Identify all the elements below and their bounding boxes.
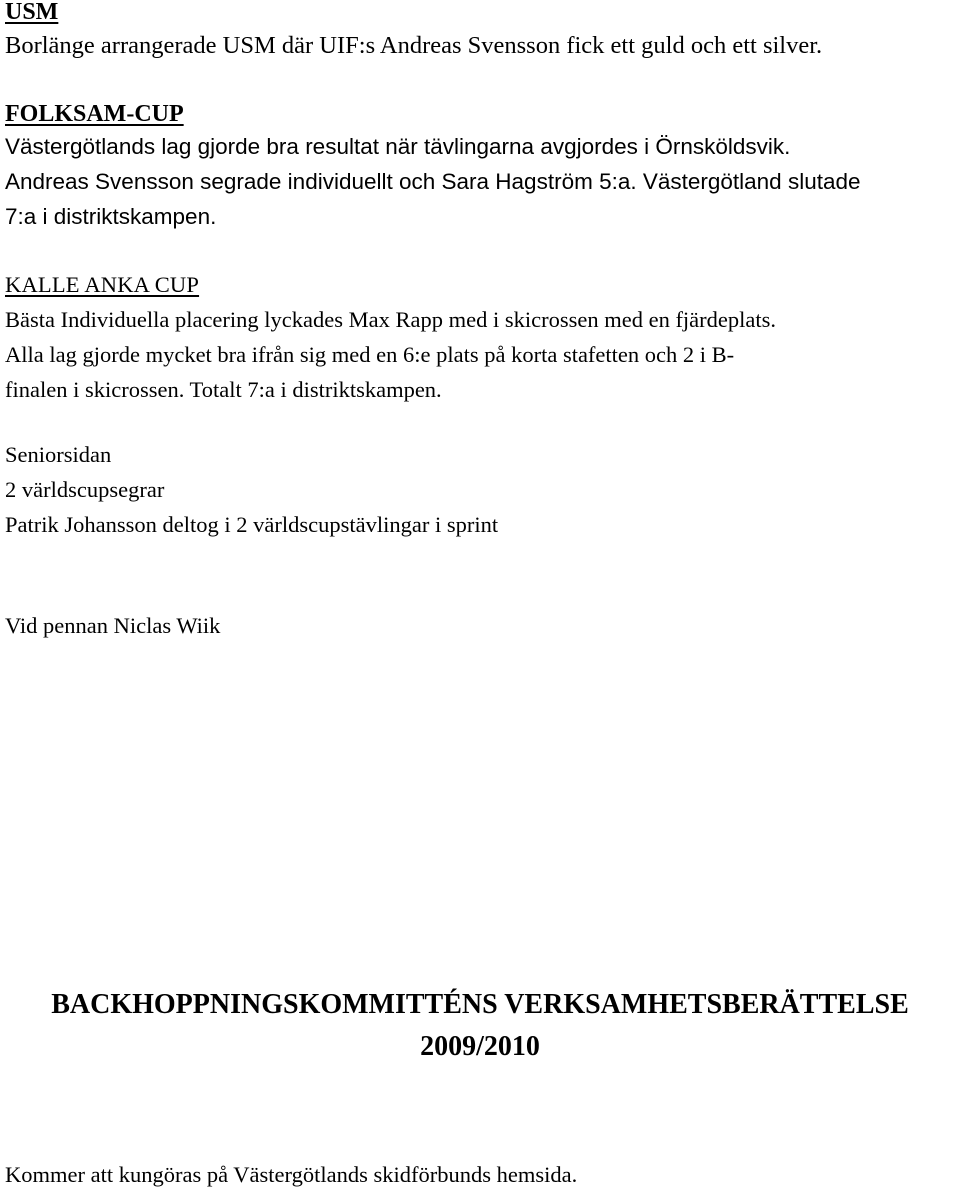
backhoppning-year: 2009/2010: [420, 1031, 540, 1062]
folksam-line: Västergötlands lag gjorde bra resultat när tävlingarna avgjordes i Örnsköldsvik.: [5, 134, 791, 159]
kalle-anka-line: Alla lag gjorde mycket bra ifrån sig med en 6:e plats på korta stafetten och 2 i B-: [5, 342, 735, 367]
kalle-anka-line: Bästa Individuella placering lyckades Max Rapp med i skicrossen med en fjärdeplats.: [5, 307, 777, 332]
senior-section: [5, 437, 952, 542]
senior-line: Patrik Johansson deltog i 2 världscupstävlingar i sprint: [5, 512, 499, 537]
kalle-anka-heading: KALLE ANKA CUP: [5, 272, 200, 297]
folksam-line: Andreas Svensson segrade individuellt och Sara Hagström 5:a. Västergötland slutade: [5, 169, 861, 194]
usm-heading: USM: [5, 0, 59, 25]
usm-section: [5, 0, 952, 62]
signature-text: Vid pennan Niclas Wiik: [5, 613, 221, 638]
senior-line: 2 världscupsegrar: [5, 477, 165, 502]
backhoppning-heading: [0, 984, 960, 1068]
senior-line: Seniorsidan: [5, 442, 112, 467]
folksam-line: 7:a i distriktskampen.: [5, 204, 217, 229]
usm-text: Borlänge arrangerade USM där UIF:s Andreas Svensson fick ett guld och ett silver.: [5, 32, 823, 59]
closing-section: [5, 1157, 952, 1192]
kalle-anka-section: [5, 267, 952, 407]
backhoppning-title: BACKHOPPNINGSKOMMITTÉNS VERKSAMHETSBERÄTTELSE: [51, 989, 909, 1020]
closing-text: Kommer att kungöras på Västergötlands skidförbunds hemsida.: [5, 1162, 578, 1187]
signature: [5, 608, 952, 643]
folksam-heading: FOLKSAM-CUP: [5, 101, 184, 127]
kalle-anka-line: finalen i skicrossen. Totalt 7:a i distriktskampen.: [5, 377, 442, 402]
folksam-section: [5, 99, 952, 234]
